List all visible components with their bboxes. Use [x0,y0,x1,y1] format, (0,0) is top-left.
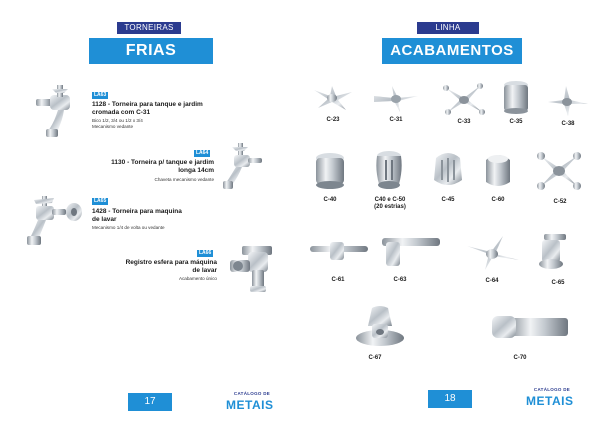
handle-c64-image [463,234,521,272]
logo-caption: CATÁLOGO DE [533,387,571,392]
handle-c40-image [313,152,347,190]
faucet-1128-image [34,85,90,141]
page-number: 17 [128,393,172,411]
code-label: C-70 [513,355,527,361]
code-label: C40 e C-50 (20 estrias) [374,197,406,210]
code-label: C-65 [551,280,565,286]
lever-c63-image [380,234,442,270]
page-title: FRIAS [89,38,213,64]
section-tag: LINHA [417,22,479,34]
product-desc: Acabamento único [178,276,217,281]
product-badge: LA65 [94,198,107,204]
product-desc: Mecanismo 1/4 de volta ou vedante [92,225,165,230]
code-label: C-35 [509,119,523,125]
section-tag: TORNEIRAS [117,22,181,34]
logo-caption: CATÁLOGO DE [233,391,271,396]
faucet-1130-image [220,143,264,191]
logo-metais: METAIS [226,398,274,412]
code-label: C-45 [441,197,455,203]
page-right [300,0,600,424]
product-desc: Bico 1/2, 3/4 ou 1/2 x 3/4 Mecanismo vedante [92,118,143,129]
product-badge: LA66 [199,250,212,256]
product-title: 1128 - Torneira para tanque e jardim cromada com C-31 [92,101,203,116]
code-label: C-33 [457,119,471,125]
code-label: C-67 [368,355,382,361]
product-badge: LA63 [94,92,107,98]
product-desc: Chaveta mecanismo vedante [154,177,214,182]
product-title: 1130 - Torneira p/ tanque e jardim longa 14cm [111,159,214,174]
handle-c40-c50-image [373,150,405,192]
handle-c35-image [502,80,530,116]
code-label: C-60 [491,197,505,203]
faucet-1428-image [22,196,84,248]
handle-c31-image [372,84,420,114]
lever-c67-image [352,304,408,348]
ball-valve-image [228,244,280,296]
page-number: 18 [428,390,472,408]
product-badge: LA64 [196,150,209,156]
code-label: C-52 [553,199,567,205]
handle-c45-image [430,150,466,192]
handle-c33-image [442,82,486,116]
code-label: C-64 [485,278,499,284]
code-label: C-40 [323,197,337,203]
product-title: 1428 - Torneira para maquina de lavar [92,208,182,223]
handle-c38-image [546,84,590,118]
lever-c65-image [536,232,572,274]
code-label: C-23 [326,117,340,123]
logo-metais: METAIS [526,394,574,408]
code-label: C-31 [389,117,403,123]
product-title: Registro esfera para máquina de lavar [125,259,217,274]
handle-c52-image [535,150,583,192]
code-label: C-61 [331,277,345,283]
page-title: ACABAMENTOS [382,38,522,64]
code-label: C-63 [393,277,407,283]
code-label: C-38 [561,121,575,127]
handle-c23-image [310,82,356,114]
handle-c60-image [480,150,516,192]
lever-c61-image [308,236,370,266]
lever-c70-image [488,312,570,342]
